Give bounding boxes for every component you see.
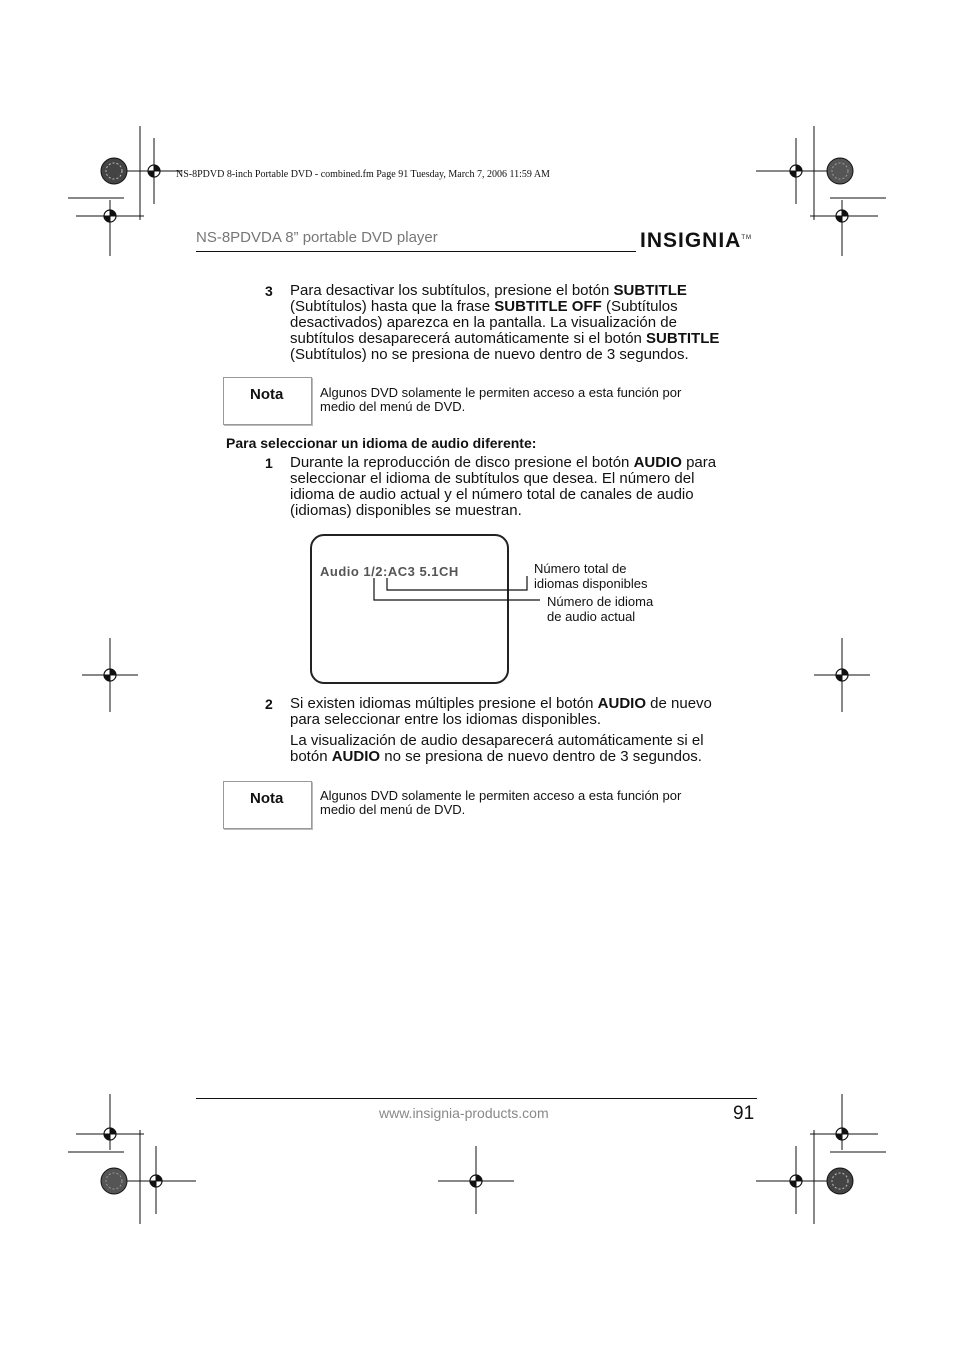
callout-current-language: Número de idioma de audio actual — [547, 594, 654, 624]
step-1-text: Durante la reproducción de disco presione el botón AUDIO para seleccionar el idioma de subtítulos que desea. El número del idioma de audio actual y el número total de canales de audio (idiomas) disponibles se muestran. — [290, 454, 717, 519]
note-text: Algunos DVD solamente le permiten acceso a esta función por medio del menú de DVD. — [320, 385, 682, 414]
footer-url: www.insignia-products.com — [379, 1105, 549, 1121]
step-number: 1 — [265, 455, 273, 471]
section-heading: Para seleccionar un idioma de audio diferente: — [226, 435, 537, 451]
note-text: Algunos DVD solamente le permiten acceso a esta función por medio del menú de DVD. — [320, 788, 682, 817]
note-label-box: Nota — [223, 781, 312, 829]
brand-logo: INSIGNIA™ — [640, 229, 753, 252]
page-number: 91 — [733, 1103, 755, 1124]
step-number: 2 — [265, 696, 273, 712]
header-title: NS-8PDVDA 8” portable DVD player — [196, 229, 438, 246]
note-label-box: Nota — [223, 377, 312, 425]
footer-rule — [196, 1098, 757, 1099]
print-info-line: NS-8PDVD 8-inch Portable DVD - combined.fm Page 91 Tuesday, March 7, 2006 11:59 AM — [176, 169, 550, 180]
callout-total-languages: Número total de idiomas disponibles — [534, 561, 648, 591]
step-number: 3 — [265, 283, 273, 299]
step-2-text: Si existen idiomas múltiples presione el botón AUDIO de nuevo para seleccionar entre los idiomas disponibles. La visualización de audio desaparecerá automáticamente si el botón AUDIO no se presiona de nuevo dentro de 3 segundos. — [290, 695, 712, 765]
osd-audio-display: Audio 1/2:AC3 5.1CH — [320, 564, 459, 579]
step-3-text: Para desactivar los subtítulos, presione el botón SUBTITLE (Subtítulos) hasta que la frase SUBTITLE OFF (Subtítulos desactivados) aparezca en la pantalla. La visualización de subtítulos desaparecerá automáticamente si el botón SUBTITLE (Subtítulos) no se presiona de nuevo dentro de 3 segundos. — [290, 282, 720, 363]
